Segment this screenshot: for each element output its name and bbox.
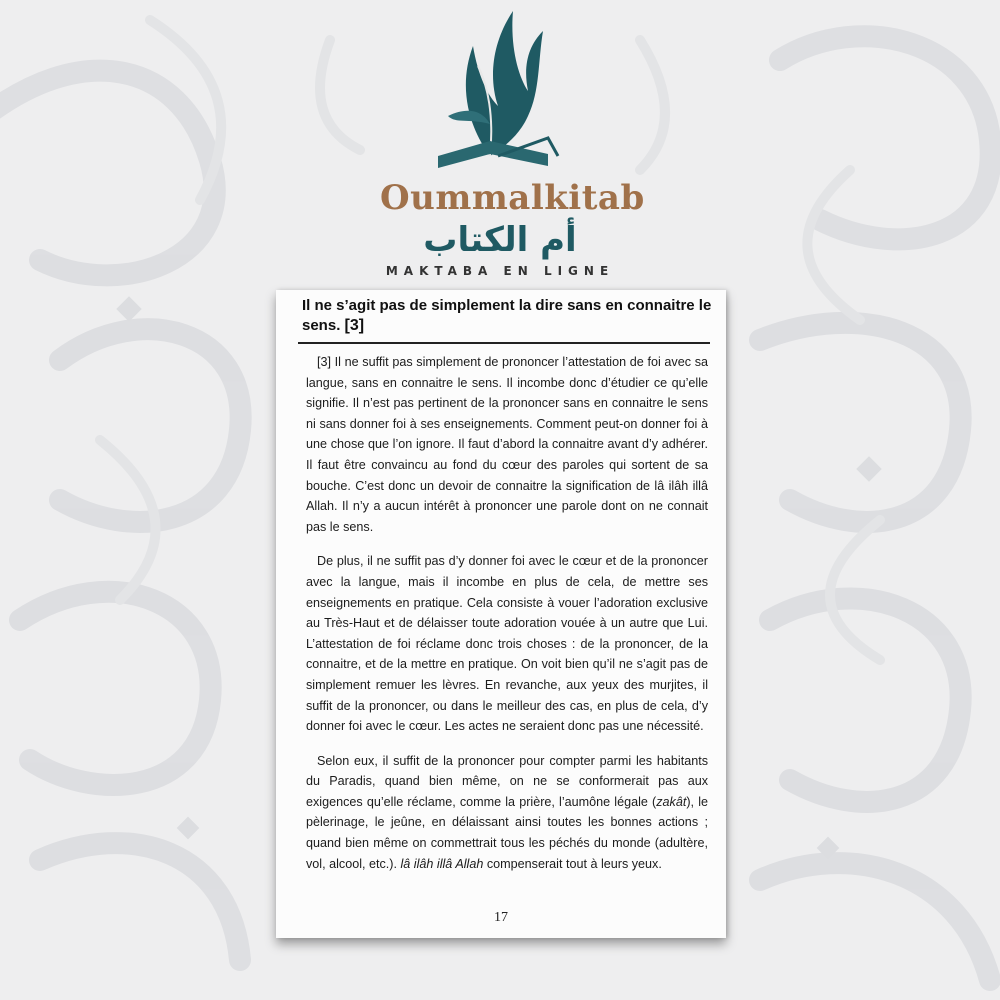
paragraph-2: De plus, il ne suffit pas d’y donner foi avec le cœur et de la prononcer avec la langue, mais il incombe en plus de cela, de mettre ses enseignements en pratique. Cela consiste à vouer l’adoration exclusive au Très-Haut et de délaisser toute adoration vouée à un autre que Lui. L’attestation de foi réclame donc trois choses : de la prononcer, de la connaitre, et de la mettre en pratique. On voit bien qu’il ne s’agit pas de simplement remuer les lèvres. En revanche, aux yeux des murjites, il suffit de la prononcer, ou dans le meilleur des cas, en plus de cela, d’y donner foi avec le cœur. Les actes ne seraient donc pas une nécessité. [306, 554, 708, 734]
section-heading-text: Il ne s’agit pas de simplement la dire sans en connaitre le sens. [302, 297, 712, 334]
footnote-reference: [3] [344, 317, 365, 334]
heading-divider [298, 342, 710, 344]
book-page [276, 290, 726, 938]
brand-arabic-name: أم الكتاب [423, 220, 577, 260]
page-number: 17 [494, 910, 508, 925]
paragraph-3: Selon eux, il suffit de la prononcer pour compter parmi les habitants du Paradis, quand bien même, on ne se conformerait pas aux exigences qu’elle réclame, comme la prière, l’aumône légale (zakât), le pèlerinage, le jeûne, en délaissant ainsi toutes les bonnes actions ; quand bien même on commettrait tous les péchés du monde (adultère, vol, alcool, etc.). lâ ilâh illâ Allah compenserait tout à leurs yeux. [306, 753, 708, 871]
feather-book-icon [428, 6, 568, 176]
brand-tagline: MAKTABA EN LIGNE [385, 264, 615, 278]
body-text [306, 352, 708, 888]
oummalkitab-logo [380, 6, 645, 286]
section-heading [302, 296, 712, 336]
paragraph-1: [3] Il ne suffit pas simplement de prononcer l’attestation de foi avec sa langue, sans en connaitre le sens. Il incombe donc d’étudier ce qu’elle signifie. Il n’est pas pertinent de la prononcer sans en connaitre le sens ni sans donner foi à ses enseignements. Comment peut-on donner foi à une chose que l’on ignore. Il faut d’abord la connaitre avant d’y adhérer. Il faut être convaincu au fond du cœur des paroles qui sortent de sa bouche. C’est donc un devoir de connaitre la signification de lâ ilâh illâ Allah. Il n’y a aucun intérêt à prononcer une parole dont on ne connait pas le sens. [306, 355, 708, 534]
brand-name: Oummalkitab [380, 178, 645, 218]
